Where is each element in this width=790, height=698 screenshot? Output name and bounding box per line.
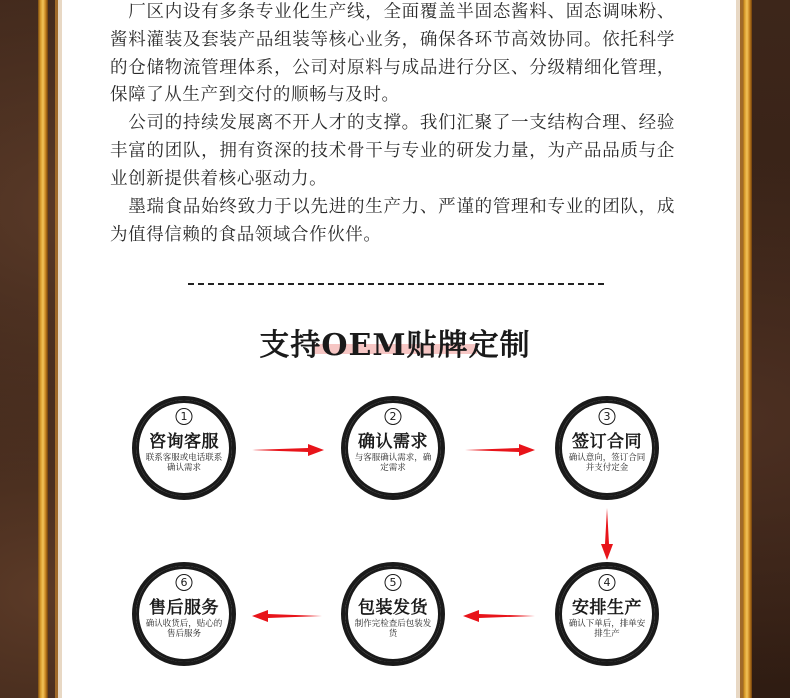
arrow-left-icon	[252, 610, 322, 622]
step-description: 确认意向，签订合同并支付定金	[568, 453, 646, 473]
step-title: 售后服务	[149, 598, 219, 618]
intro-paragraph-2: 公司的持续发展离不开人才的支撑。我们汇聚了一支结构合理、经验丰富的团队，拥有资深的技术骨干与专业的研发力量，为产品品质与企业创新提供着核心驱动力。	[110, 113, 675, 189]
arrow-down-icon	[601, 508, 613, 560]
step-description: 确认收货后，贴心的售后服务	[145, 619, 223, 639]
step-description: 联系客服或电话联系确认需求	[145, 453, 223, 473]
step-title: 确认需求	[358, 432, 428, 452]
step-title: 咨询客服	[149, 432, 219, 452]
arrow-left-icon	[463, 610, 535, 622]
section-title: 支持OEM贴牌定制	[259, 328, 531, 363]
step-description: 确认下单后，排单安排生产	[568, 619, 646, 639]
step-number: 2	[385, 408, 402, 425]
step-number: 6	[176, 574, 193, 591]
step-title: 安排生产	[572, 598, 642, 618]
arrow-right-icon	[252, 444, 324, 456]
step-title: 包装发货	[358, 598, 428, 618]
intro-paragraph-1: 厂区内设有多条专业化生产线，全面覆盖半固态酱料、固态调味粉、酱料灌装及套装产品组装等核心业务，确保各环节高效协同。依托科学的仓储物流管理体系，公司对原料与成品进行分区、分级精细化管理，保障了从生产到交付的顺畅与及时。	[110, 2, 675, 106]
step-title: 签订合同	[572, 432, 642, 452]
step-number: 3	[599, 408, 616, 425]
step-number: 4	[599, 574, 616, 591]
step-number: 5	[385, 574, 402, 591]
step-description: 制作完检查后包装发货	[354, 619, 432, 639]
intro-paragraph-3: 墨瑞食品始终致力于以先进的生产力、严谨的管理和专业的团队，成为值得信赖的食品领域合作伙伴。	[110, 197, 675, 245]
step-description: 与客服确认需求，确定需求	[354, 453, 432, 473]
arrow-right-icon	[465, 444, 535, 456]
step-number: 1	[176, 408, 193, 425]
